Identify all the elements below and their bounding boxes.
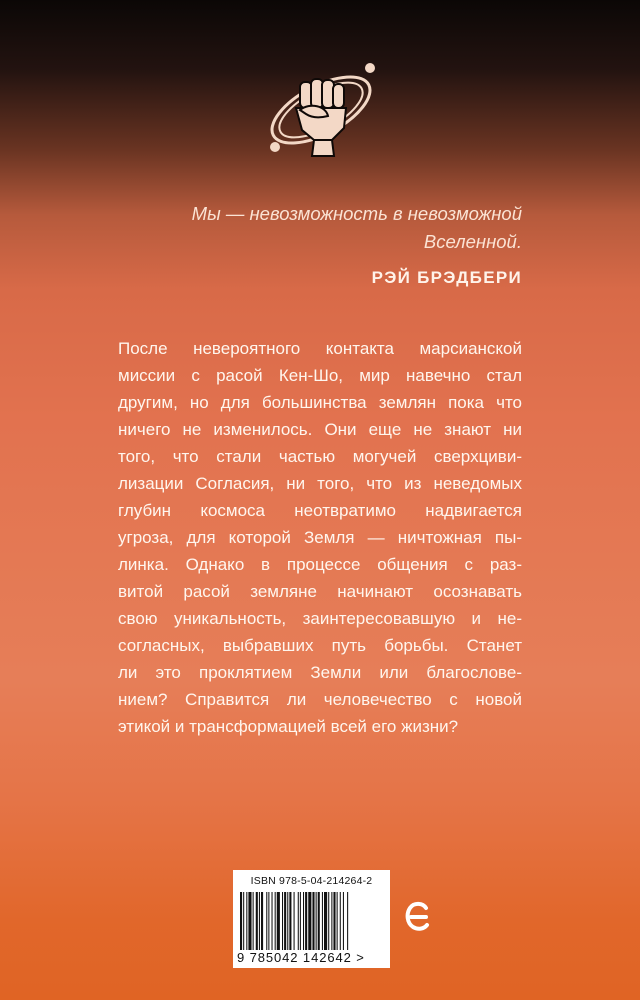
book-annotation xyxy=(118,335,522,740)
annotation-line: ли это проклятием Земли или благослове- xyxy=(118,663,522,682)
annotation-line: лизации Согласия, ни того, что из неведомых xyxy=(118,474,522,493)
annotation-line: глубин космоса неотвратимо надвигается xyxy=(118,501,522,520)
isbn-barcode xyxy=(233,870,390,968)
annotation-line: угроза, для которой Земля — ничтожная пы- xyxy=(118,528,522,547)
epigraph-line: Мы — невозможность в невозможной xyxy=(191,203,522,224)
annotation-line: того, что стали частью могучей сверхциви- xyxy=(118,447,522,466)
annotation-line: ничего не изменилось. Они еще не знают ни xyxy=(118,420,522,439)
epigraph-line: Вселенной. xyxy=(423,231,522,252)
annotation-line: свою уникальность, заинтересовавшую и не- xyxy=(118,609,522,628)
annotation-line: линка. Однако в процессе общения с раз- xyxy=(118,555,522,574)
raised-fist-orbit-icon xyxy=(258,52,384,164)
annotation-line: миссии с расой Кен-Шо, мир навечно стал xyxy=(118,366,522,385)
annotation-line: витой расой земляне начинают осознавать xyxy=(118,582,522,601)
barcode-digits: 9 785042 142642 > xyxy=(237,950,365,965)
barcode-bars xyxy=(240,892,383,950)
annotation-line: другим, но для большинства землян пока что xyxy=(118,393,522,412)
annotation-line: согласных, выбравших путь борьбы. Станет xyxy=(118,636,522,655)
annotation-line: этикой и трансформацией всей его жизни? xyxy=(118,717,459,736)
annotation-line: нием? Справится ли человечество с новой xyxy=(118,690,522,709)
epigraph-quote xyxy=(80,200,522,256)
annotation-line: После невероятного контакта марсианской xyxy=(118,339,522,358)
isbn-label: ISBN 978-5-04-214264-2 xyxy=(250,875,373,887)
eksmo-logo-icon xyxy=(405,899,431,933)
epigraph-author: РЭЙ БРЭДБЕРИ xyxy=(371,268,522,287)
